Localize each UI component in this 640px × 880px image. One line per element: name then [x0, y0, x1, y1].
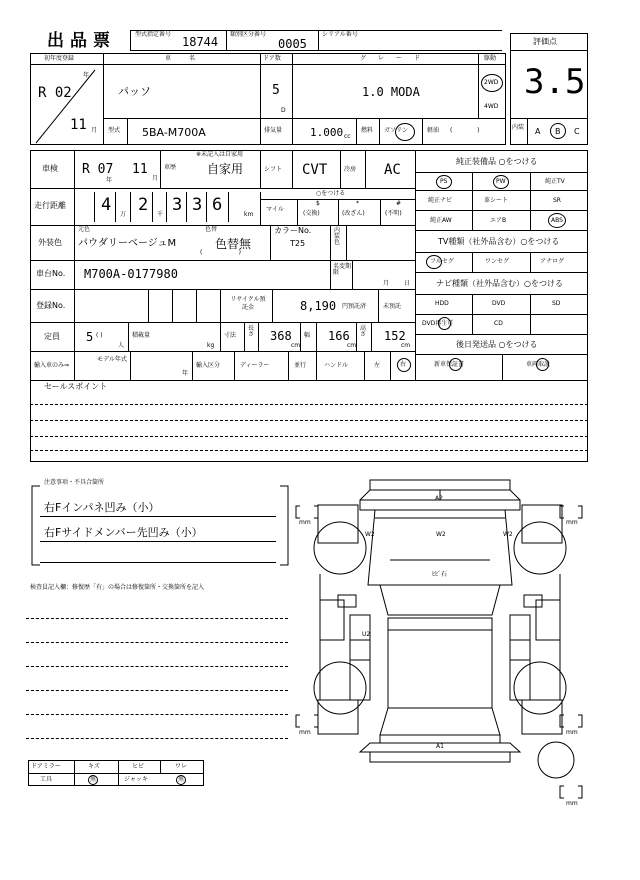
colorno-value: T25 [290, 239, 306, 248]
year-unit: 年 [83, 72, 90, 79]
mileage-sen: 千 [157, 211, 164, 218]
inspection-label: 車検 [42, 164, 58, 173]
load-kg: kg [207, 342, 215, 349]
color-label: 外装色 [38, 238, 62, 247]
ac-value: AC [384, 162, 401, 178]
mileage-exch-sym: $ [316, 200, 320, 207]
length-value: 368 [270, 329, 292, 343]
mileage-circle-note: ○をつける [316, 190, 346, 197]
mileage-km: km [244, 211, 254, 218]
equip-navi: 純正ナビ [428, 197, 453, 204]
mileage-label: 走行距離 [34, 201, 66, 210]
ac-label: 冷房 [344, 166, 357, 173]
diag-w2-right: W2 [503, 531, 513, 538]
mileage-digit-2: 2 [138, 195, 149, 215]
recycle-label: リサイクル預託金 [230, 296, 266, 312]
fuel-paren: ( ) [450, 127, 480, 134]
diag-a2: A2 [435, 495, 443, 502]
notes-line-2: 右Fサイドメンバー先凹み（小） [44, 526, 203, 539]
inspection-month: 11 [132, 162, 148, 177]
use-value: 自家用 [207, 162, 244, 176]
equipment-title: 純正装備品 ○をつける [456, 157, 538, 166]
notes-label: 注意事項・不具合箇所 [44, 479, 105, 486]
recycle-unpaid: 未預託 [383, 303, 402, 310]
nav-title: ナビ種類（社外品含む）○をつける [436, 279, 563, 288]
page-title: 出品票 [47, 31, 116, 51]
fuel-label: 燃料 [361, 127, 374, 134]
nav-cd: CD [494, 320, 503, 327]
interior-c: C [574, 127, 580, 136]
interior-b: B [555, 127, 561, 136]
tv-oneseg: ワンセグ [485, 258, 510, 265]
diag-hibi: ﾋﾋﾞ石 [432, 571, 448, 578]
equip-airbag: エアB [490, 217, 507, 224]
inspection-year-unit: 年 [106, 177, 113, 184]
mileage-unk: (不明) [385, 210, 402, 217]
reg-label: 登録No. [36, 301, 66, 310]
month-unit: 月 [91, 127, 98, 134]
handle-left: 左 [374, 362, 381, 369]
handle-right: 右 [400, 361, 407, 368]
grade-value: 1.0 MODA [362, 85, 420, 99]
capacity-paren: ( ) [96, 332, 103, 339]
len-label: 長さ [248, 325, 255, 338]
handle-label: ハンドル [324, 362, 349, 369]
tv-title: TV種類（社外品含む）○をつける [438, 237, 560, 246]
tools-mark: 無 [90, 776, 97, 783]
fuel-diesel: 軽油 [427, 127, 440, 134]
mileage-man: 万 [120, 211, 127, 218]
type-no: 18744 [182, 35, 219, 49]
mileage-mod: (改ざん) [342, 210, 365, 217]
type-label: 型式指定番号 [135, 31, 172, 38]
mm-rear-right: mm [566, 729, 578, 736]
chassis-label: 車台No. [36, 269, 66, 278]
repaint-label: 色替 [205, 226, 218, 233]
equip-tv: 純正TV [545, 178, 565, 185]
chassis-value: M700A-0177980 [84, 267, 178, 281]
capacity-value: 5 [86, 330, 94, 344]
first-reg-era: R 02 [38, 85, 72, 101]
tv-fullseg: フルセグ [430, 258, 454, 265]
class-label: 類別区分番号 [230, 31, 267, 38]
legend-break: ワレ [175, 763, 188, 770]
equip-aw: 純正AW [430, 217, 452, 224]
later-warranty: 新車保証書 [434, 361, 465, 368]
expiry-label: 名変期限 [333, 263, 352, 276]
legend-jack: ジャッキ [124, 776, 148, 783]
repaint-paren: ( ) [200, 249, 241, 256]
first-reg-month: 11 [70, 117, 87, 133]
car-name-label: 車名 [165, 55, 214, 62]
diag-w2-mid: W2 [436, 531, 446, 538]
import-model-year: モデル年式 [97, 356, 127, 363]
class-no: 0005 [278, 37, 307, 51]
notes-line-1: 右Fインパネ凹み（小） [44, 501, 160, 514]
legend-doormirror: ドアミラー [31, 763, 61, 770]
expiry-day-unit: 日 [404, 280, 411, 287]
nav-sd: SD [552, 300, 561, 307]
import-dealer: ディーラー [240, 362, 270, 369]
score-value: 3.5 [524, 62, 586, 102]
mileage-digit-1: 4 [101, 195, 112, 215]
mileage-mile: マイル [266, 206, 284, 213]
capacity-person-unit: 人 [118, 342, 125, 349]
model-value: 5BA-M700A [142, 126, 206, 139]
width-cm: cm [347, 342, 357, 349]
wid-label: 幅 [304, 332, 311, 339]
later-title: 後日発送品 ○をつける [456, 340, 538, 349]
import-parallel: 並行 [294, 362, 307, 369]
doors-label: ドア数 [263, 55, 281, 62]
equip-leather: 革シート [484, 197, 509, 204]
load-label: 積載量 [132, 332, 151, 339]
inspection-value: R 07 [82, 162, 114, 177]
drive-4wd: 4WD [484, 103, 499, 110]
diag-u2: U2 [362, 631, 371, 638]
legend-crack: ヒビ [132, 763, 145, 770]
dims-label: 寸法 [224, 332, 237, 339]
legend-tools: 工具 [40, 776, 53, 783]
equip-pw: PW [496, 178, 506, 185]
hgt-label: 高さ [360, 325, 367, 338]
equip-abs: ABS [551, 217, 563, 224]
import-label: 輸入車のみ⇒ [34, 362, 70, 369]
tv-analog: アナログ [540, 258, 565, 265]
shift-label: シフト [264, 166, 283, 173]
legend-scratch: キズ [88, 763, 100, 770]
height-value: 152 [384, 329, 406, 343]
cc-unit: cc [344, 133, 351, 140]
capacity-label: 定員 [44, 332, 60, 341]
mileage-digit-3: 3 [172, 195, 183, 215]
mm-rear-left: mm [299, 729, 311, 736]
door-suffix: D [281, 107, 286, 114]
jack-mark: 無 [178, 776, 185, 783]
score-label: 評価点 [533, 37, 557, 46]
mm-spare: mm [566, 800, 578, 807]
drive-label: 駆動 [484, 55, 497, 62]
inspector-label: 検査員記入欄：修復歴「有」の場合は修復箇所・交換箇所を記入 [30, 584, 205, 591]
interior-color-label: 内装色 [334, 227, 341, 246]
colorno-label: カラーNo. [274, 226, 312, 235]
grade-label: グレード [360, 55, 433, 62]
doors-value: 5 [272, 83, 280, 98]
serial-label: シリアル番号 [322, 31, 358, 38]
expiry-month-unit: 月 [383, 280, 390, 287]
mileage-exch: (交換) [303, 210, 320, 217]
equip-sr: SR [553, 197, 561, 204]
nav-hdd: HDD [435, 300, 449, 307]
interior-a: A [535, 127, 541, 136]
mm-front-left: mm [299, 519, 311, 526]
drive-2wd: 2WD [484, 79, 499, 86]
height-cm: cm [401, 342, 411, 349]
nav-dvd-play: DVD再生可 [422, 320, 454, 327]
diag-a1: A1 [436, 743, 444, 750]
interior-label: 内装 [512, 124, 525, 131]
length-cm: cm [291, 342, 301, 349]
diag-w2-left: W2 [365, 531, 375, 538]
displacement-value: 1.000 [310, 126, 344, 139]
mileage-digit-5: 6 [212, 195, 223, 215]
fuel-gas: ガソリン [384, 127, 409, 134]
model-label: 型式 [108, 127, 121, 134]
import-class-label: 輸入区分 [196, 362, 221, 369]
width-value: 166 [328, 329, 350, 343]
displacement-label: 排気量 [264, 127, 283, 134]
sales-label: セールスポイント [44, 382, 108, 391]
recycle-unit: 円預託済 [342, 303, 367, 310]
orig-color-label: 元色 [78, 226, 91, 233]
orig-color: パウダリーベージュM [78, 238, 177, 249]
nav-dvd: DVD [492, 300, 506, 307]
recycle-value: 8,190 [300, 299, 337, 313]
import-year-unit: 年 [182, 370, 189, 377]
shift-value: CVT [302, 162, 328, 178]
use-label: 車歴 [164, 164, 177, 171]
mileage-unk-sym: # [396, 200, 402, 207]
repaint-value: 色替無 [215, 237, 252, 251]
mileage-digit-4: 3 [192, 195, 203, 215]
mileage-mod-sym: * [356, 200, 359, 207]
inspection-month-unit: 月 [152, 175, 159, 182]
car-name: パッソ [118, 85, 151, 98]
first-reg-label: 初年度登録 [44, 55, 75, 62]
use-note: ※未記入は自家用 [196, 151, 244, 158]
mm-front-right: mm [566, 519, 578, 526]
later-manual: 車両取説 [526, 361, 551, 368]
equip-ps: PS [440, 178, 448, 185]
